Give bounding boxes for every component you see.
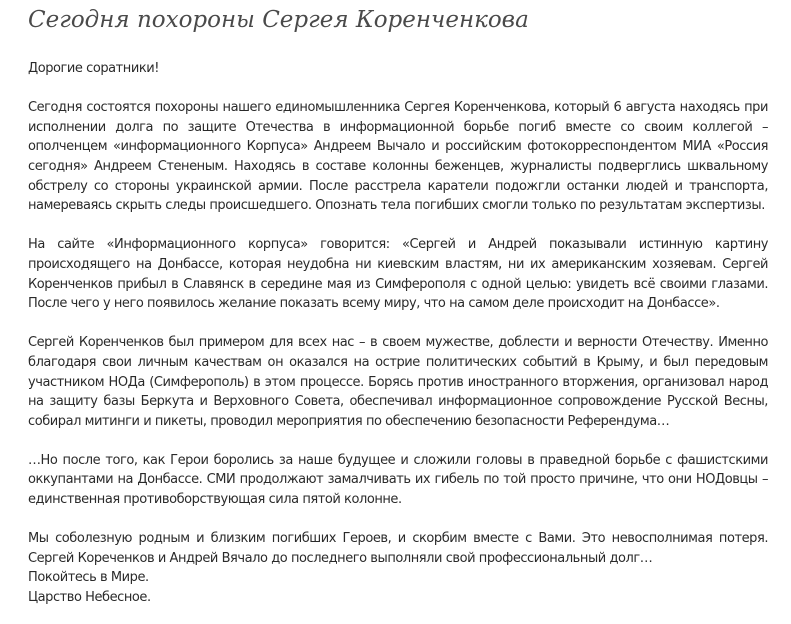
paragraph-1: Сегодня состоятся похороны нашего единомышленника Сергея Коренченкова, который 6 августа находясь при исполнении долга по защите Отечества в информационной борьбе погиб вместе со своим коллегой – ополченцем «информационного Корпуса» Андреем Вычало и российским фотокорреспондентом МИА «Россия сегодня» Андреем Стененым. Находясь в составе колонны беженцев, журналисты подверглись шквальному обстрелу со стороны украинской армии. После расстрела каратели подожгли останки людей и транспорта, намереваясь скрыть следы происшедшего. Опознать тела погибших смогли только по результатам экспертизы. bbox=[28, 100, 768, 214]
article-body bbox=[28, 59, 768, 608]
paragraph-4: …Но после того, как Герои боролись за наше будущее и сложили головы в праведной борьбе с фашистскими оккупантами на Донбассе. СМИ продолжают замалчивать их гибель по той просто причине, что они НОДовцы – единственная противоборствующая сила пятой колонне. bbox=[28, 452, 768, 508]
closing-line-2: Царство Небесное. bbox=[28, 590, 151, 606]
paragraph-3: Сергей Коренченков был примером для всех нас – в своем мужестве, доблести и верности Отечеству. Именно благодаря свои личным качествам он оказался на острие политических событий в Крыму, и был передовым участником НОДа (Симферополь) в этом процессе. Борясь против иностранного вторжения, организовал народ на защиту базы Беркута и Верховного Совета, обеспечивал информационное сопровождение Русской Весны, собирал митинги и пикеты, проводил мероприятия по обеспечению безопасности Референдума… bbox=[28, 335, 768, 429]
paragraph-5: Мы соболезную родным и близким погибших Героев, и скорбим вместе с Вами. Это невосполнимая потеря. Сергей Кореченков и Андрей Вячало до последнего выполняли свой профессиональный долг… bbox=[28, 531, 768, 566]
closing-line-1: Покойтесь в Мире. bbox=[28, 570, 149, 586]
article-title: Сегодня похороны Сергея Коренченкова bbox=[28, 7, 529, 33]
article bbox=[28, 0, 768, 608]
paragraph-2: На сайте «Информационного корпуса» говорится: «Сергей и Андрей показывали истинную картину происходящего на Донбассе, которая неудобна ни киевским властям, ни их американским хозяевам. Сергей Коренченков прибыл в Славянск в середине мая из Симферополя с одной целью: увидеть всё своими глазами. После чего у него появилось желание показать всему миру, что на самом деле происходит на Донбассе». bbox=[28, 237, 768, 312]
greeting: Дорогие соратники! bbox=[28, 61, 159, 76]
